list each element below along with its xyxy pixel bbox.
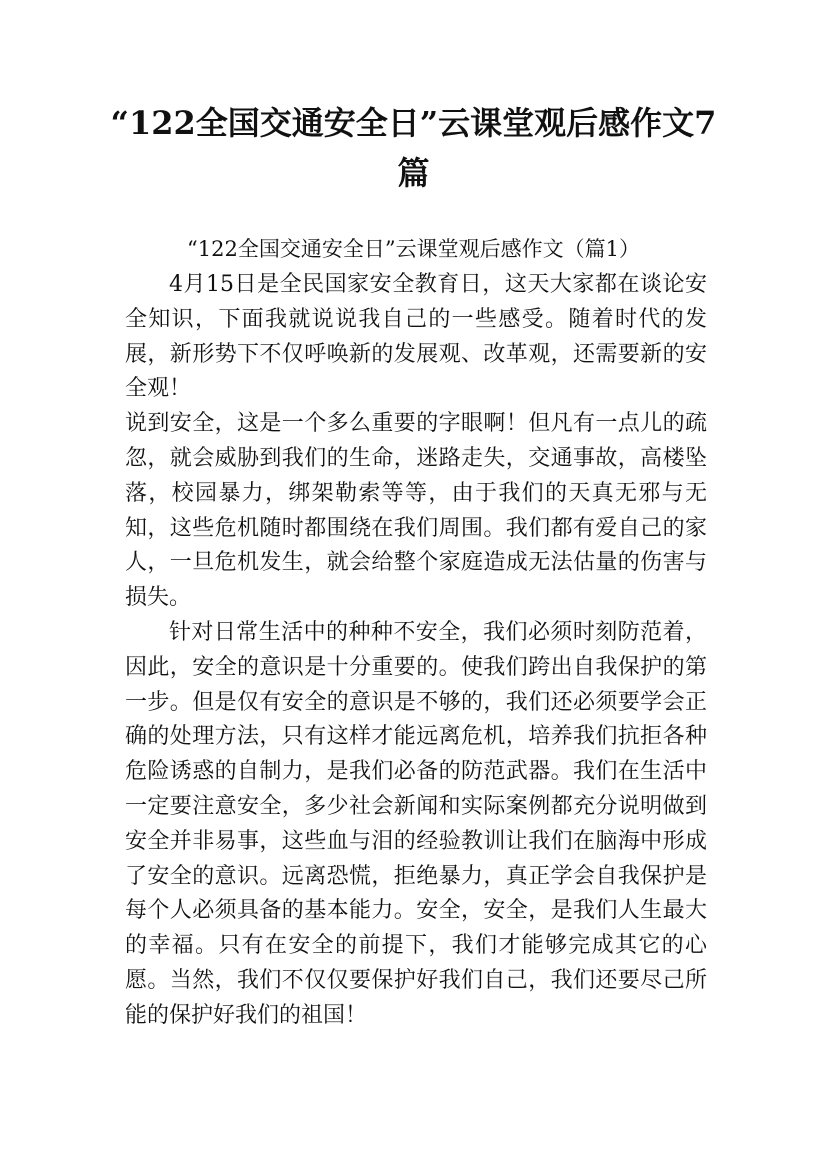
paragraph-2: 说到安全，这是一个多么重要的字眼啊！但凡有一点儿的疏忽，就会威胁到我们的生命，迷路走失，交通事故，高楼坠落，校园暴力，绑架勒索等等，由于我们的天真无邪与无知，这些危机随时都围绕在我们周围。我们都有爱自己的家人，一旦危机发生，就会给整个家庭造成无法估量的伤害与损失。 <box>125 411 707 611</box>
paragraph-3: 针对日常生活中的种种不安全，我们必须时刻防范着，因此，安全的意识是十分重要的。使我们跨出自我保护的第一步。但是仅有安全的意识是不够的，我们还必须要学会正确的处理方法，只有这样才能远离危机，培养我们抗拒各种危险诱惑的自制力，是我们必备的防范武器。我们在生活中一定要注意安全，多少社会新闻和实际案例都充分说明做到安全并非易事，这些血与泪的经验教训让我们在脑海中形成了安全的意识。远离恐慌，拒绝暴力，真正学会自我保护是每个人必须具备的基本能力。安全，安全，是我们人生最大的幸福。只有在安全的前提下，我们才能够完成其它的心愿。当然，我们不仅仅要保护好我们自己，我们还要尽己所能的保护好我们的祖国！ <box>125 619 707 1028</box>
section-heading: “122全国交通安全日”云课堂观后感作文（篇1） <box>187 237 640 261</box>
document-body <box>125 268 707 1034</box>
paragraph-1: 4月15日是全民国家安全教育日，这天大家都在谈论安全知识，下面我就说说我自己的一些感受。随着时代的发展，新形势下不仅呼唤新的发展观、改革观，还需要新的安全观！ <box>125 272 707 402</box>
document-title: “122全国交通安全日”云课堂观后感作文7篇 <box>110 104 717 192</box>
